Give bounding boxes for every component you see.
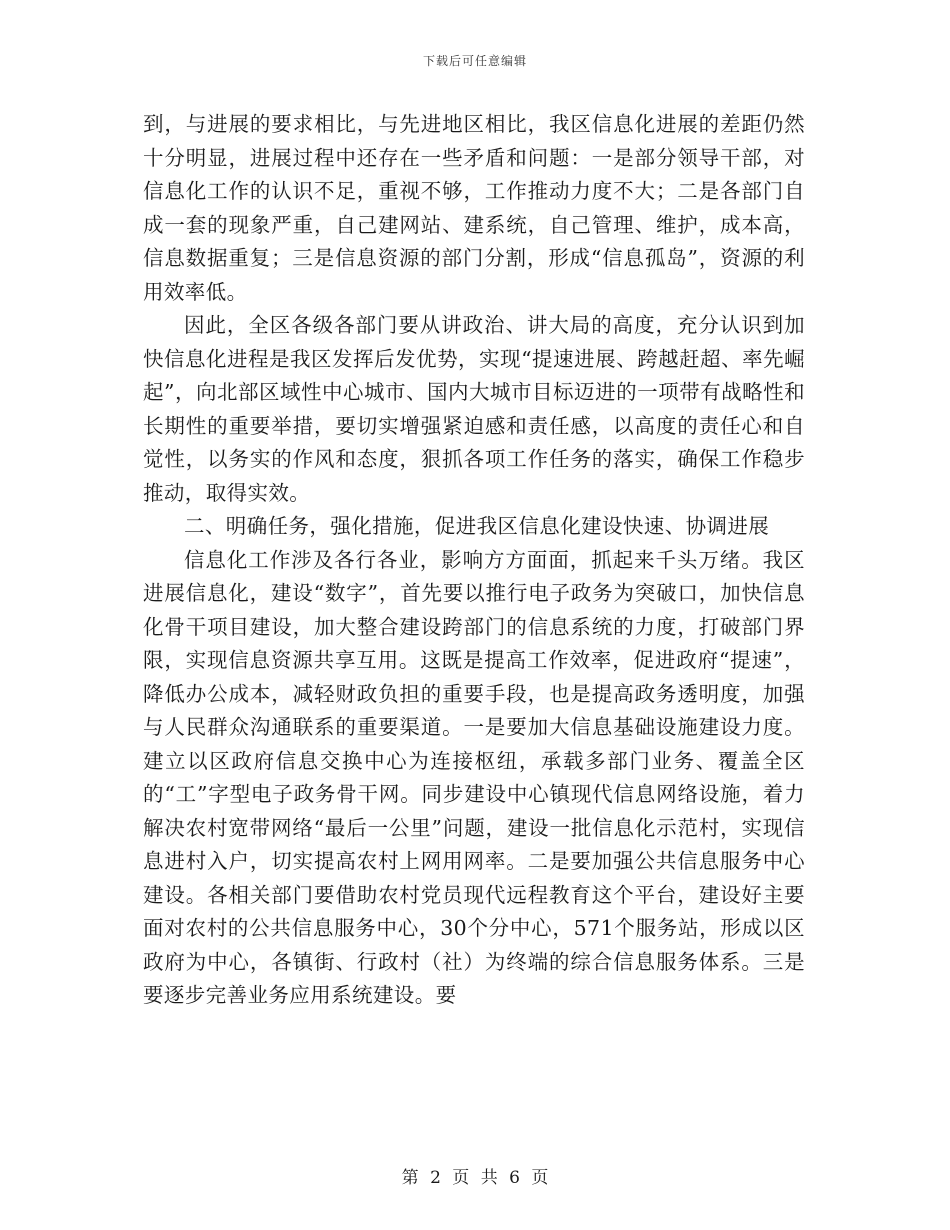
paragraph-3: 信息化工作涉及各行各业，影响方方面面，抓起来千头万绪。我区进展信息化，建设“数字”，首先要以推行电子政务为突破口，加快信息化骨干项目建设，加大整合建设跨部门的信息系统的力度，打破部门界限，实现信息资源共享互用。这既是提高工作效率，促进政府“提速”，降低办公成本，减轻财政负担的重要手段，也是提高政务透明度，加强与人民群众沟通联系的重要渠道。一是要加大信息基础设施建设力度。建立以区政府信息交换中心为连接枢纽，承载多部门业务、覆盖全区的“工”字型电子政务骨干网。同步建设中心镇现代信息网络设施，着力解决农村宽带网络“最后一公里”问题，建设一批信息化示范村，实现信息进村入户，切实提高农村上网用网率。二是要加强公共信息服务中心建设。各相关部门要借助农村党员现代远程教育这个平台，建设好主要面对农村的公共信息服务中心，30个分中心，571个服务站，形成以区政府为中心，各镇街、行政村（社）为终端的综合信息服务体系。三是要逐步完善业务应用系统建设。要 xyxy=(143,547,805,1007)
document-body xyxy=(143,108,805,1013)
paragraph-2: 因此，全区各级各部门要从讲政治、讲大局的高度，充分认识到加快信息化进程是我区发挥后发优势，实现“提速进展、跨越赶超、率先崛起”，向北部区域性中心城市、国内大城市目标迈进的一项带有战略性和长期性的重要举措，要切实增强紧迫感和责任感，以高度的责任心和自觉性，以务实的作风和态度，狠抓各项工作任务的落实，确保工作稳步推动，取得实效。 xyxy=(143,313,805,505)
page-number-footer: 第 2 页 共 6 页 xyxy=(401,1168,549,1188)
paragraph-1: 到，与进展的要求相比，与先进地区相比，我区信息化进展的差距仍然十分明显，进展过程中还存在一些矛盾和问题：一是部分领导干部，对信息化工作的认识不足，重视不够，工作推动力度不大；二是各部门自成一套的现象严重，自己建网站、建系统，自己管理、维护，成本高，信息数据重复；三是信息资源的部门分割，形成“信息孤岛”，资源的利用效率低。 xyxy=(143,112,805,304)
page-header-note: 下载后可任意编辑 xyxy=(422,54,527,68)
section-heading: 二、明确任务，强化措施，促进我区信息化建设快速、协调进展 xyxy=(184,514,770,538)
